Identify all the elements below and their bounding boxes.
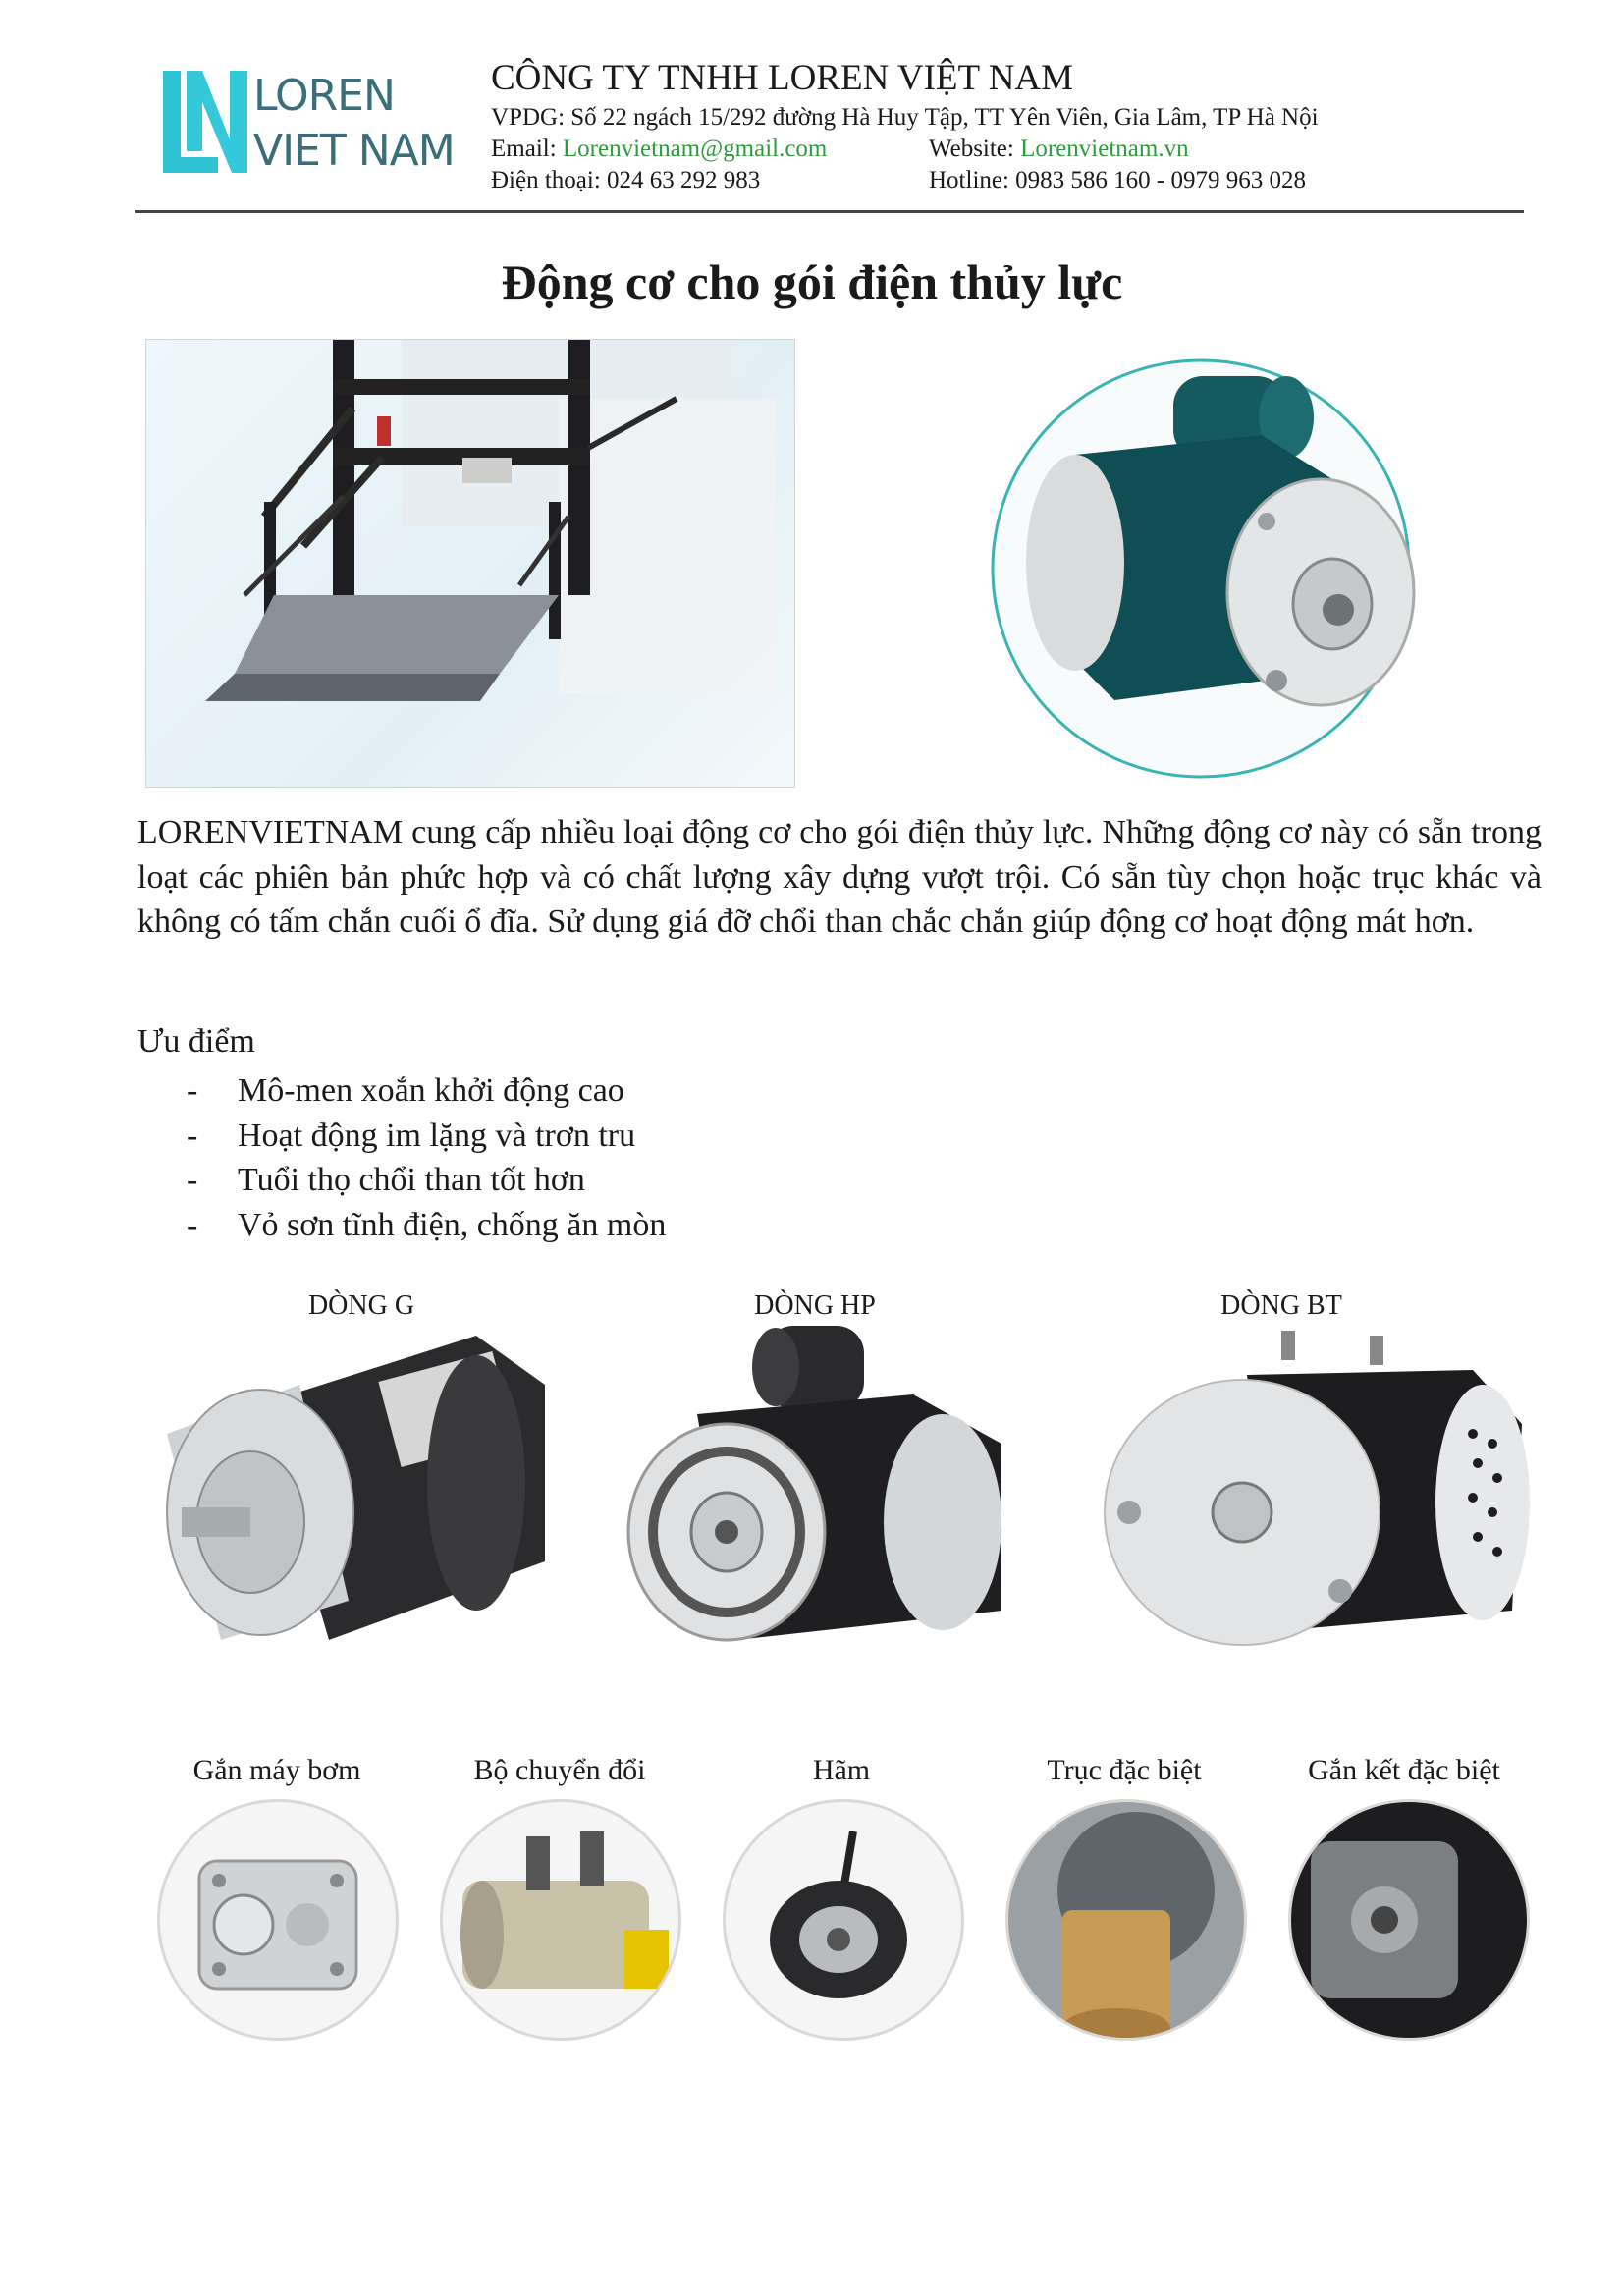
series-label-bt: DÒNG BT xyxy=(1220,1290,1342,1321)
motor-g-illustration xyxy=(152,1326,565,1669)
advantage-item xyxy=(137,1114,666,1159)
pump-icon xyxy=(160,1802,396,2038)
advantage-item xyxy=(137,1068,666,1114)
series-label-hp: DÒNG HP xyxy=(754,1290,876,1321)
website-label: Website: xyxy=(929,136,1021,162)
advantage-item xyxy=(137,1203,666,1248)
motor-hp-illustration xyxy=(619,1316,1011,1669)
motor-hp-image xyxy=(619,1316,1011,1669)
company-logo xyxy=(157,67,457,179)
option-label-pump-mount: Gắn máy bơm xyxy=(192,1754,361,1786)
email-link[interactable]: Lorenvietnam@gmail.com xyxy=(562,136,828,162)
option-image-special-shaft xyxy=(1005,1799,1247,2041)
option-image-pump-mount xyxy=(157,1799,399,2041)
option-label-special-shaft: Trục đặc biệt xyxy=(1047,1754,1202,1786)
intro-paragraph: LORENVIETNAM cung cấp nhiều loại động cơ cho gói điện thủy lực. Những động cơ này có sẵn trong loạt các phiên bản phức hợp và có chất lượng xây dựng vượt trội. Có sẵn tùy chọn hoặc trục khác và không có tấm chắn cuối ổ đĩa. Sử dụng giá đỡ chổi than chắc chắn giúp động cơ hoạt động mát hơn. xyxy=(137,814,1542,940)
email-label: Email: xyxy=(491,136,563,162)
advantage-text: Mô-men xoắn khởi động cao xyxy=(238,1072,624,1109)
website-link[interactable]: Lorenvietnam.vn xyxy=(1020,136,1189,162)
bullet-dash: - xyxy=(187,1162,198,1198)
option-label-brake: Hãm xyxy=(812,1754,871,1786)
advantage-text: Hoạt động im lặng và trơn tru xyxy=(238,1117,636,1154)
option-label-special-mount: Gắn kết đặc biệt xyxy=(1308,1754,1500,1786)
logo-line1: LOREN xyxy=(253,71,395,121)
email-line xyxy=(491,136,827,163)
option-image-brake xyxy=(723,1799,964,2041)
bullet-dash: - xyxy=(187,1072,198,1109)
switch-icon xyxy=(443,1802,678,2038)
tail-lift-illustration xyxy=(146,340,794,787)
series-label-g: DÒNG G xyxy=(307,1290,415,1321)
logo-mark-icon xyxy=(157,67,255,179)
bullet-dash: - xyxy=(187,1117,198,1154)
motor-hero-image xyxy=(967,347,1445,792)
motor-bt-illustration xyxy=(1080,1316,1532,1669)
motor-g-image xyxy=(152,1326,565,1669)
advantages-list xyxy=(137,1068,666,1247)
shaft-icon xyxy=(1008,1802,1244,2038)
motor-hero-illustration xyxy=(967,347,1445,792)
bullet-dash: - xyxy=(187,1206,198,1243)
advantage-text: Tuổi thọ chổi than tốt hơn xyxy=(238,1162,585,1198)
phone-line: Điện thoại: 024 63 292 983 xyxy=(491,167,761,193)
page-title: Động cơ cho gói điện thủy lực xyxy=(501,254,1123,309)
hotline-line: Hotline: 0983 586 160 - 0979 963 028 xyxy=(929,167,1307,193)
header-divider xyxy=(135,210,1524,213)
advantage-item xyxy=(137,1158,666,1203)
company-address: VPDG: Số 22 ngách 15/292 đường Hà Huy Tập, TT Yên Viên, Gia Lâm, TP Hà Nội xyxy=(491,104,1319,131)
logo-line2: VIET NAM xyxy=(253,126,455,176)
tail-lift-image xyxy=(145,339,795,788)
option-image-special-mount xyxy=(1288,1799,1530,2041)
option-label-switch: Bộ chuyển đổi xyxy=(473,1754,646,1786)
option-image-switch xyxy=(440,1799,681,2041)
advantages-title: Ưu điểm xyxy=(137,1023,255,1060)
website-line xyxy=(929,136,1189,163)
advantage-text: Vỏ sơn tĩnh điện, chống ăn mòn xyxy=(238,1206,667,1243)
brake-icon xyxy=(726,1802,961,2038)
motor-bt-image xyxy=(1080,1316,1532,1669)
mount-icon xyxy=(1291,1802,1527,2038)
company-name: CÔNG TY TNHH LOREN VIỆT NAM xyxy=(491,58,1074,98)
